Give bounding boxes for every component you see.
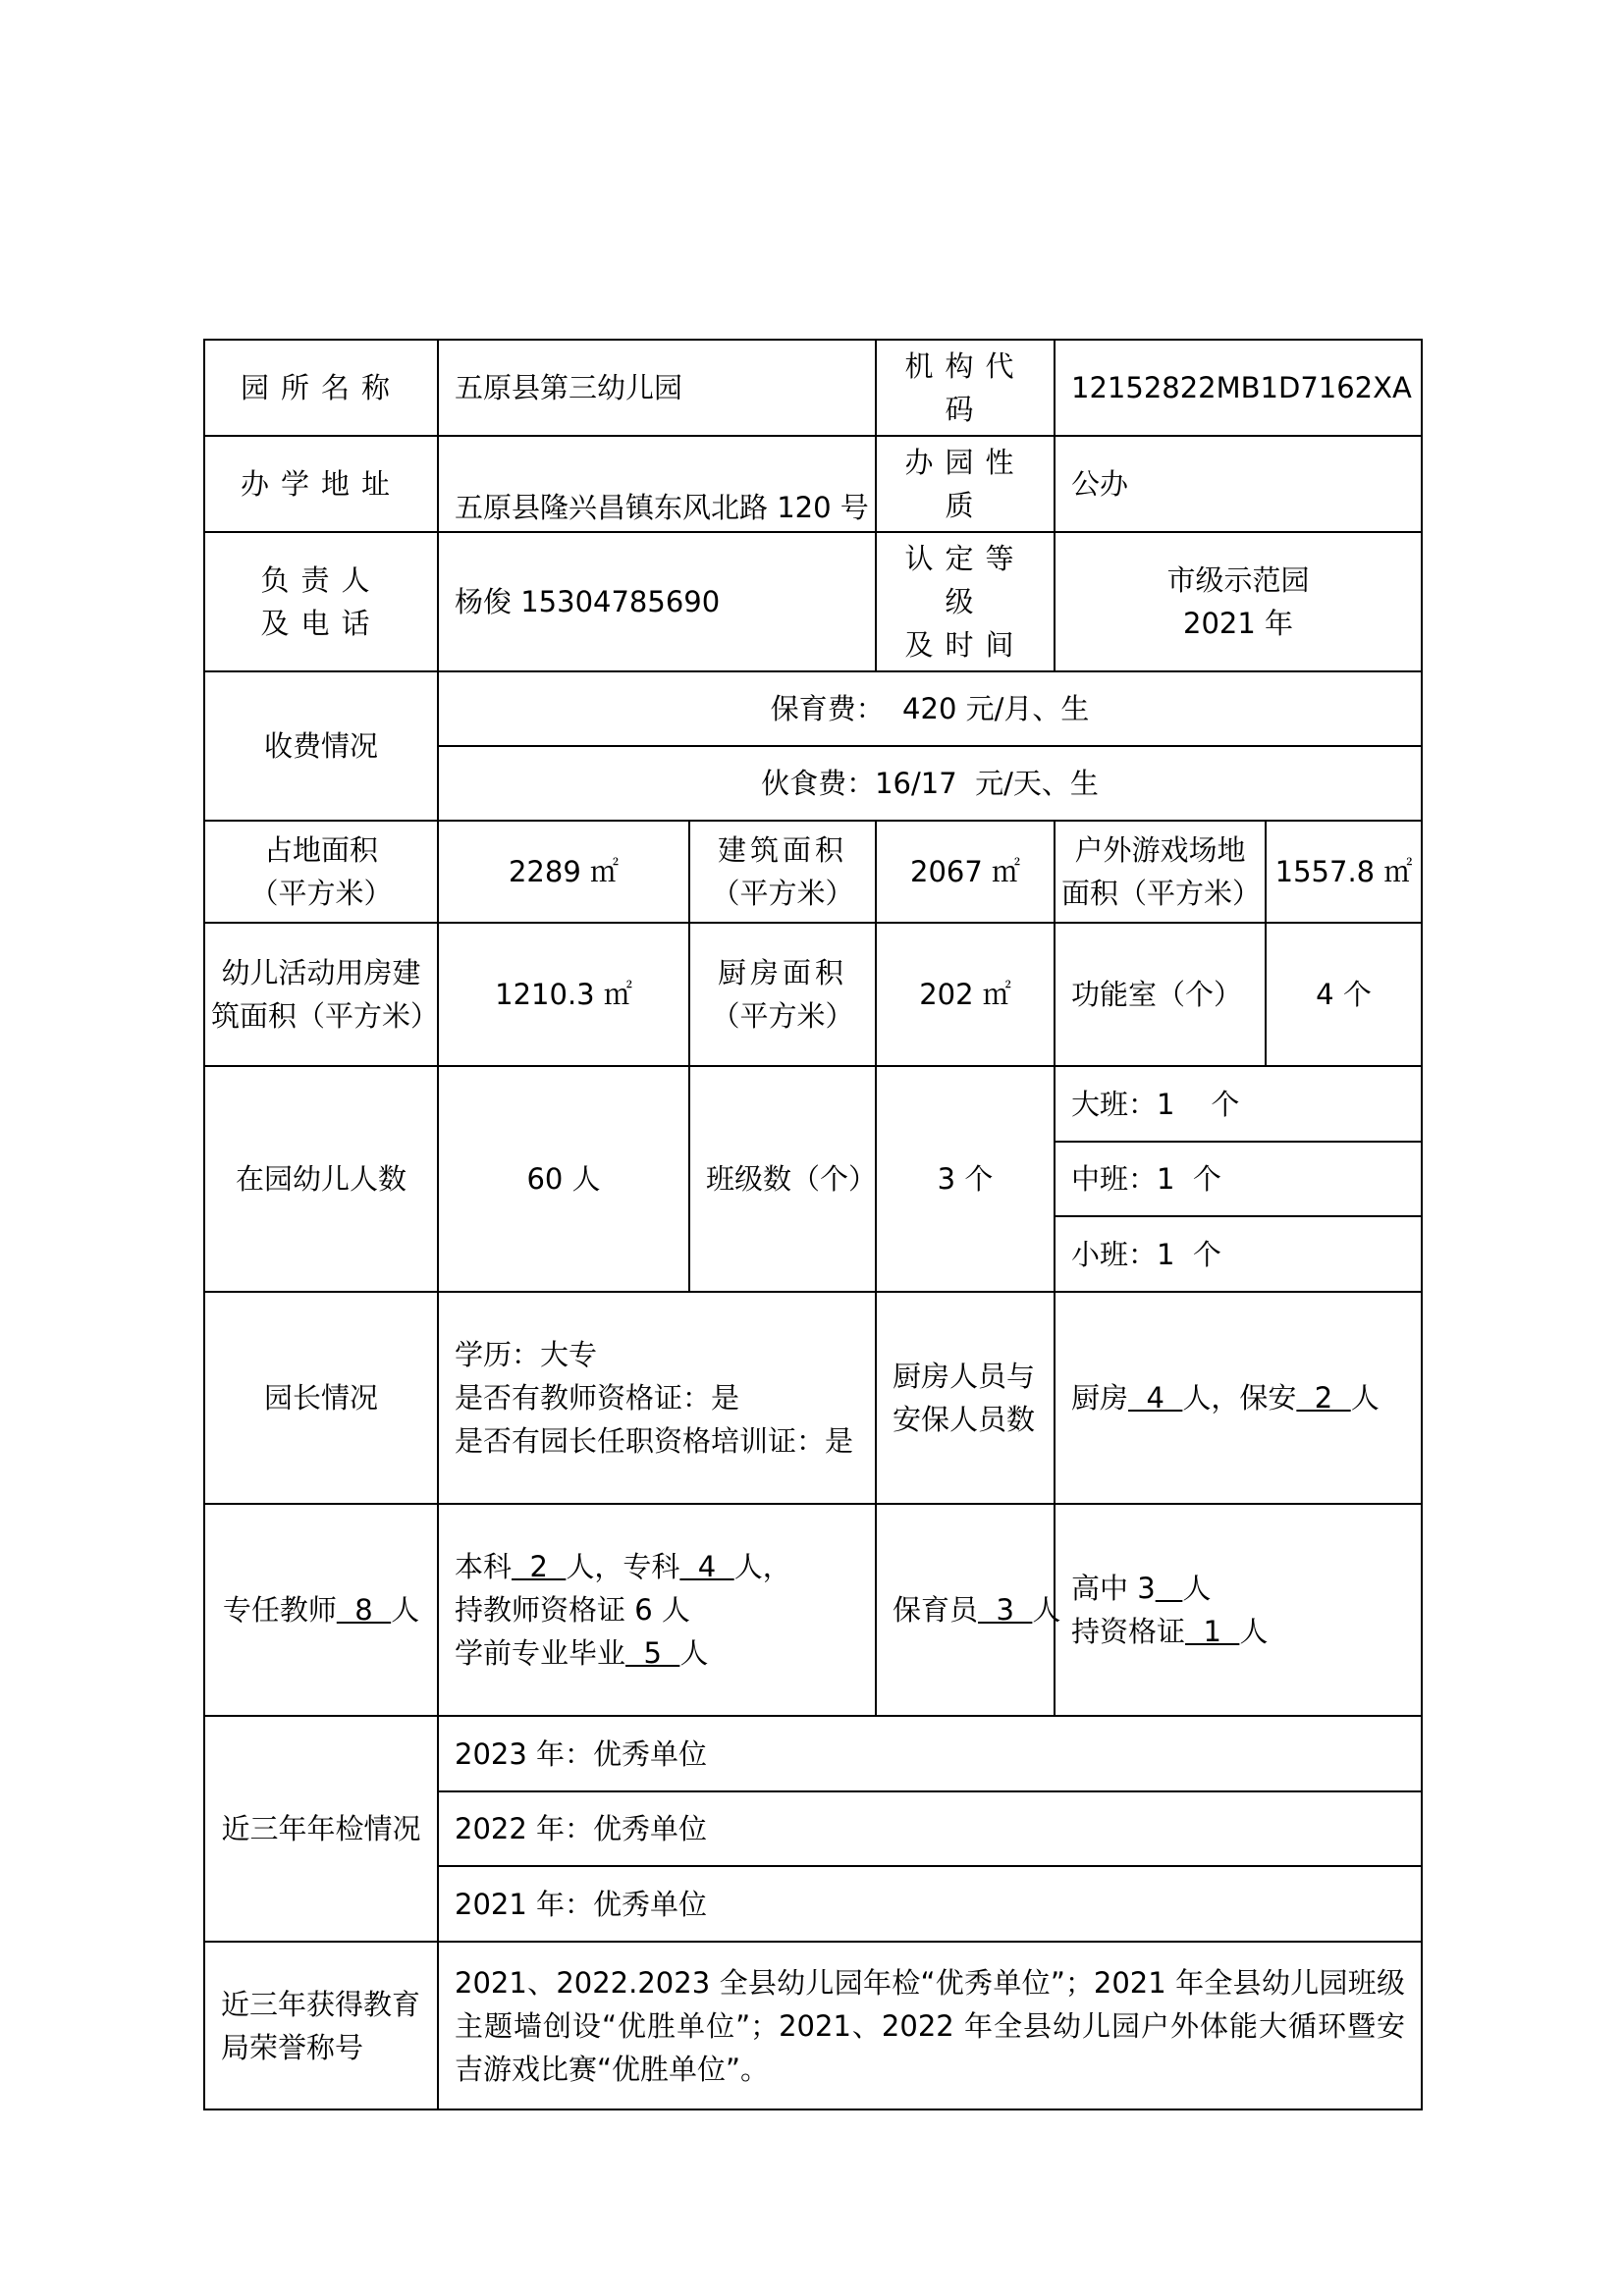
value-director [438, 1292, 876, 1504]
teacher-bachelor-prefix: 本科 [455, 1550, 513, 1583]
label-outdoor-area-line2: 面积（平方米） [1061, 877, 1262, 910]
label-honors-line2: 局荣誉称号 [221, 2030, 364, 2064]
value-classes: 3 个 [876, 1066, 1055, 1292]
director-teacher-cert: 是否有教师资格证：是 [455, 1381, 740, 1415]
value-level-line1: 市级示范园 [1166, 563, 1310, 597]
caregiver-cert [1071, 1610, 1405, 1653]
teachers-unit: 人 [391, 1593, 420, 1627]
caregiver-cert-count: 1 [1185, 1615, 1240, 1648]
label-staff-line1: 厨房人员与 [893, 1360, 1036, 1393]
director-education: 学历：大专 [455, 1338, 598, 1371]
value-kitchen-area: 202 ㎡ [876, 923, 1055, 1066]
value-fee-meal: 伙食费：16/17 元/天、生 [438, 746, 1422, 821]
caregiver-highschool-unit: 人 [1182, 1572, 1212, 1605]
label-land-area-line2: （平方米） [249, 877, 393, 910]
row-director [204, 1292, 1422, 1504]
value-check-2023: 2023 年：优秀单位 [438, 1716, 1422, 1791]
caregiver-cert-unit: 人 [1239, 1615, 1269, 1648]
value-staff [1055, 1292, 1422, 1504]
value-caregivers [1055, 1504, 1422, 1716]
director-training-cert: 是否有园长任职资格培训证：是 [455, 1424, 854, 1458]
value-class-small: 小班：1 个 [1055, 1216, 1422, 1292]
label-level [876, 532, 1055, 671]
value-building-area: 2067 ㎡ [876, 821, 1055, 923]
caregivers-unit: 人 [1032, 1593, 1061, 1627]
label-building-area-line2: （平方米） [711, 877, 854, 910]
teacher-preschool [455, 1631, 859, 1675]
label-outdoor-area-line1: 户外游戏场地 [1074, 833, 1246, 867]
value-class-middle: 中班：1 个 [1055, 1142, 1422, 1216]
label-principal-line2: 及电话 [260, 607, 382, 640]
teacher-college-unit: 人， [733, 1550, 791, 1583]
label-address: 办学地址 [204, 436, 438, 532]
label-honors-line1: 近三年获得教育 [221, 1987, 421, 2021]
staff-kitchen-prefix: 厨房 [1071, 1381, 1129, 1415]
row-honors [204, 1942, 1422, 2109]
label-activity-area-line1: 幼儿活动用房建 [221, 956, 421, 989]
label-function-rooms: 功能室（个） [1055, 923, 1266, 1066]
value-principal: 杨俊 15304785690 [438, 532, 876, 671]
label-annual-check: 近三年年检情况 [204, 1716, 438, 1942]
value-address: 五原县隆兴昌镇东风北路 120 号 [438, 436, 876, 532]
label-kitchen-area-line1: 厨房面积 [718, 956, 848, 989]
label-name: 园所名称 [204, 340, 438, 436]
teachers-count: 8 [336, 1593, 392, 1627]
value-nature: 公办 [1055, 436, 1422, 532]
label-land-area-line1: 占地面积 [263, 833, 378, 867]
label-caregivers-text: 保育员 [893, 1593, 979, 1627]
label-kitchen-area [689, 923, 876, 1066]
label-classes: 班级数（个） [689, 1066, 876, 1292]
label-staff [876, 1292, 1055, 1504]
label-outdoor-area [1055, 821, 1266, 923]
label-teachers-text: 专任教师 [222, 1593, 337, 1627]
label-activity-area-line2: 筑面积（平方米） [211, 999, 440, 1033]
label-activity-area [204, 923, 438, 1066]
value-land-area: 2289 ㎡ [438, 821, 689, 923]
row-name [204, 340, 1422, 436]
row-principal [204, 532, 1422, 671]
row-areas [204, 821, 1422, 923]
value-level-line2: 2021 年 [1183, 607, 1294, 640]
value-check-2022: 2022 年：优秀单位 [438, 1791, 1422, 1866]
teacher-college-count: 4 [679, 1550, 734, 1583]
caregiver-highschool [1071, 1567, 1405, 1610]
teacher-preschool-prefix: 学前专业毕业 [455, 1636, 626, 1670]
value-children: 60 人 [438, 1066, 689, 1292]
label-honors [204, 1942, 438, 2109]
row-address [204, 436, 1422, 532]
caregivers-count: 3 [978, 1593, 1033, 1627]
value-fee-care: 保育费： 420 元/月、生 [438, 671, 1422, 746]
label-level-line1: 认定等级 [904, 542, 1026, 618]
row-children-large [204, 1066, 1422, 1142]
value-name: 五原县第三幼儿园 [438, 340, 876, 436]
label-teachers [204, 1504, 438, 1716]
label-building-area-line1: 建筑面积 [718, 833, 848, 867]
value-teachers [438, 1504, 876, 1716]
teacher-bachelor-count: 2 [512, 1550, 567, 1583]
label-caregivers [876, 1504, 1061, 1716]
label-nature: 办园性质 [876, 436, 1055, 532]
value-check-2021: 2021 年：优秀单位 [438, 1866, 1422, 1942]
value-outdoor-area: 1557.8 ㎡ [1266, 821, 1422, 923]
teacher-preschool-count: 5 [625, 1636, 680, 1670]
label-principal [204, 532, 438, 671]
label-principal-line1: 负责人 [260, 563, 382, 597]
row-check-2023 [204, 1716, 1422, 1791]
kindergarten-info-table [203, 339, 1423, 2110]
row-activity [204, 923, 1422, 1066]
value-honors: 2021、2022.2023 全县幼儿园年检“优秀单位”；2021 年全县幼儿园班级主题墙创设“优胜单位”；2021、2022 年全县幼儿园户外体能大循环暨安吉游戏比赛“优胜单位”。 [438, 1942, 1422, 2109]
label-land-area [204, 821, 438, 923]
value-level [1055, 532, 1422, 671]
value-activity-area: 1210.3 ㎡ [438, 923, 689, 1066]
value-org-code: 12152822MB1D7162XA [1055, 340, 1422, 436]
teacher-degrees [455, 1545, 859, 1588]
staff-kitchen-sep: 人，保安 [1182, 1381, 1297, 1415]
label-children: 在园幼儿人数 [204, 1066, 438, 1292]
teacher-cert: 持教师资格证 6 人 [455, 1593, 690, 1627]
label-building-area [689, 821, 876, 923]
label-staff-line2: 安保人员数 [893, 1403, 1036, 1436]
label-level-line2: 及时间 [904, 628, 1026, 662]
teacher-preschool-unit: 人 [679, 1636, 709, 1670]
value-function-rooms: 4 个 [1266, 923, 1422, 1066]
row-teachers [204, 1504, 1422, 1716]
teacher-bachelor-sep: 人，专科 [566, 1550, 680, 1583]
label-org-code: 机构代码 [876, 340, 1055, 436]
staff-unit: 人 [1350, 1381, 1380, 1415]
caregiver-highschool-prefix: 高中 3 [1071, 1572, 1156, 1605]
row-fee-care [204, 671, 1422, 746]
caregiver-cert-prefix: 持资格证 [1071, 1615, 1186, 1648]
staff-kitchen-count: 4 [1128, 1381, 1183, 1415]
label-fees: 收费情况 [204, 671, 438, 821]
label-director: 园长情况 [204, 1292, 438, 1504]
label-kitchen-area-line2: （平方米） [711, 999, 854, 1033]
value-class-large: 大班：1 个 [1055, 1066, 1422, 1142]
staff-security-count: 2 [1296, 1381, 1351, 1415]
